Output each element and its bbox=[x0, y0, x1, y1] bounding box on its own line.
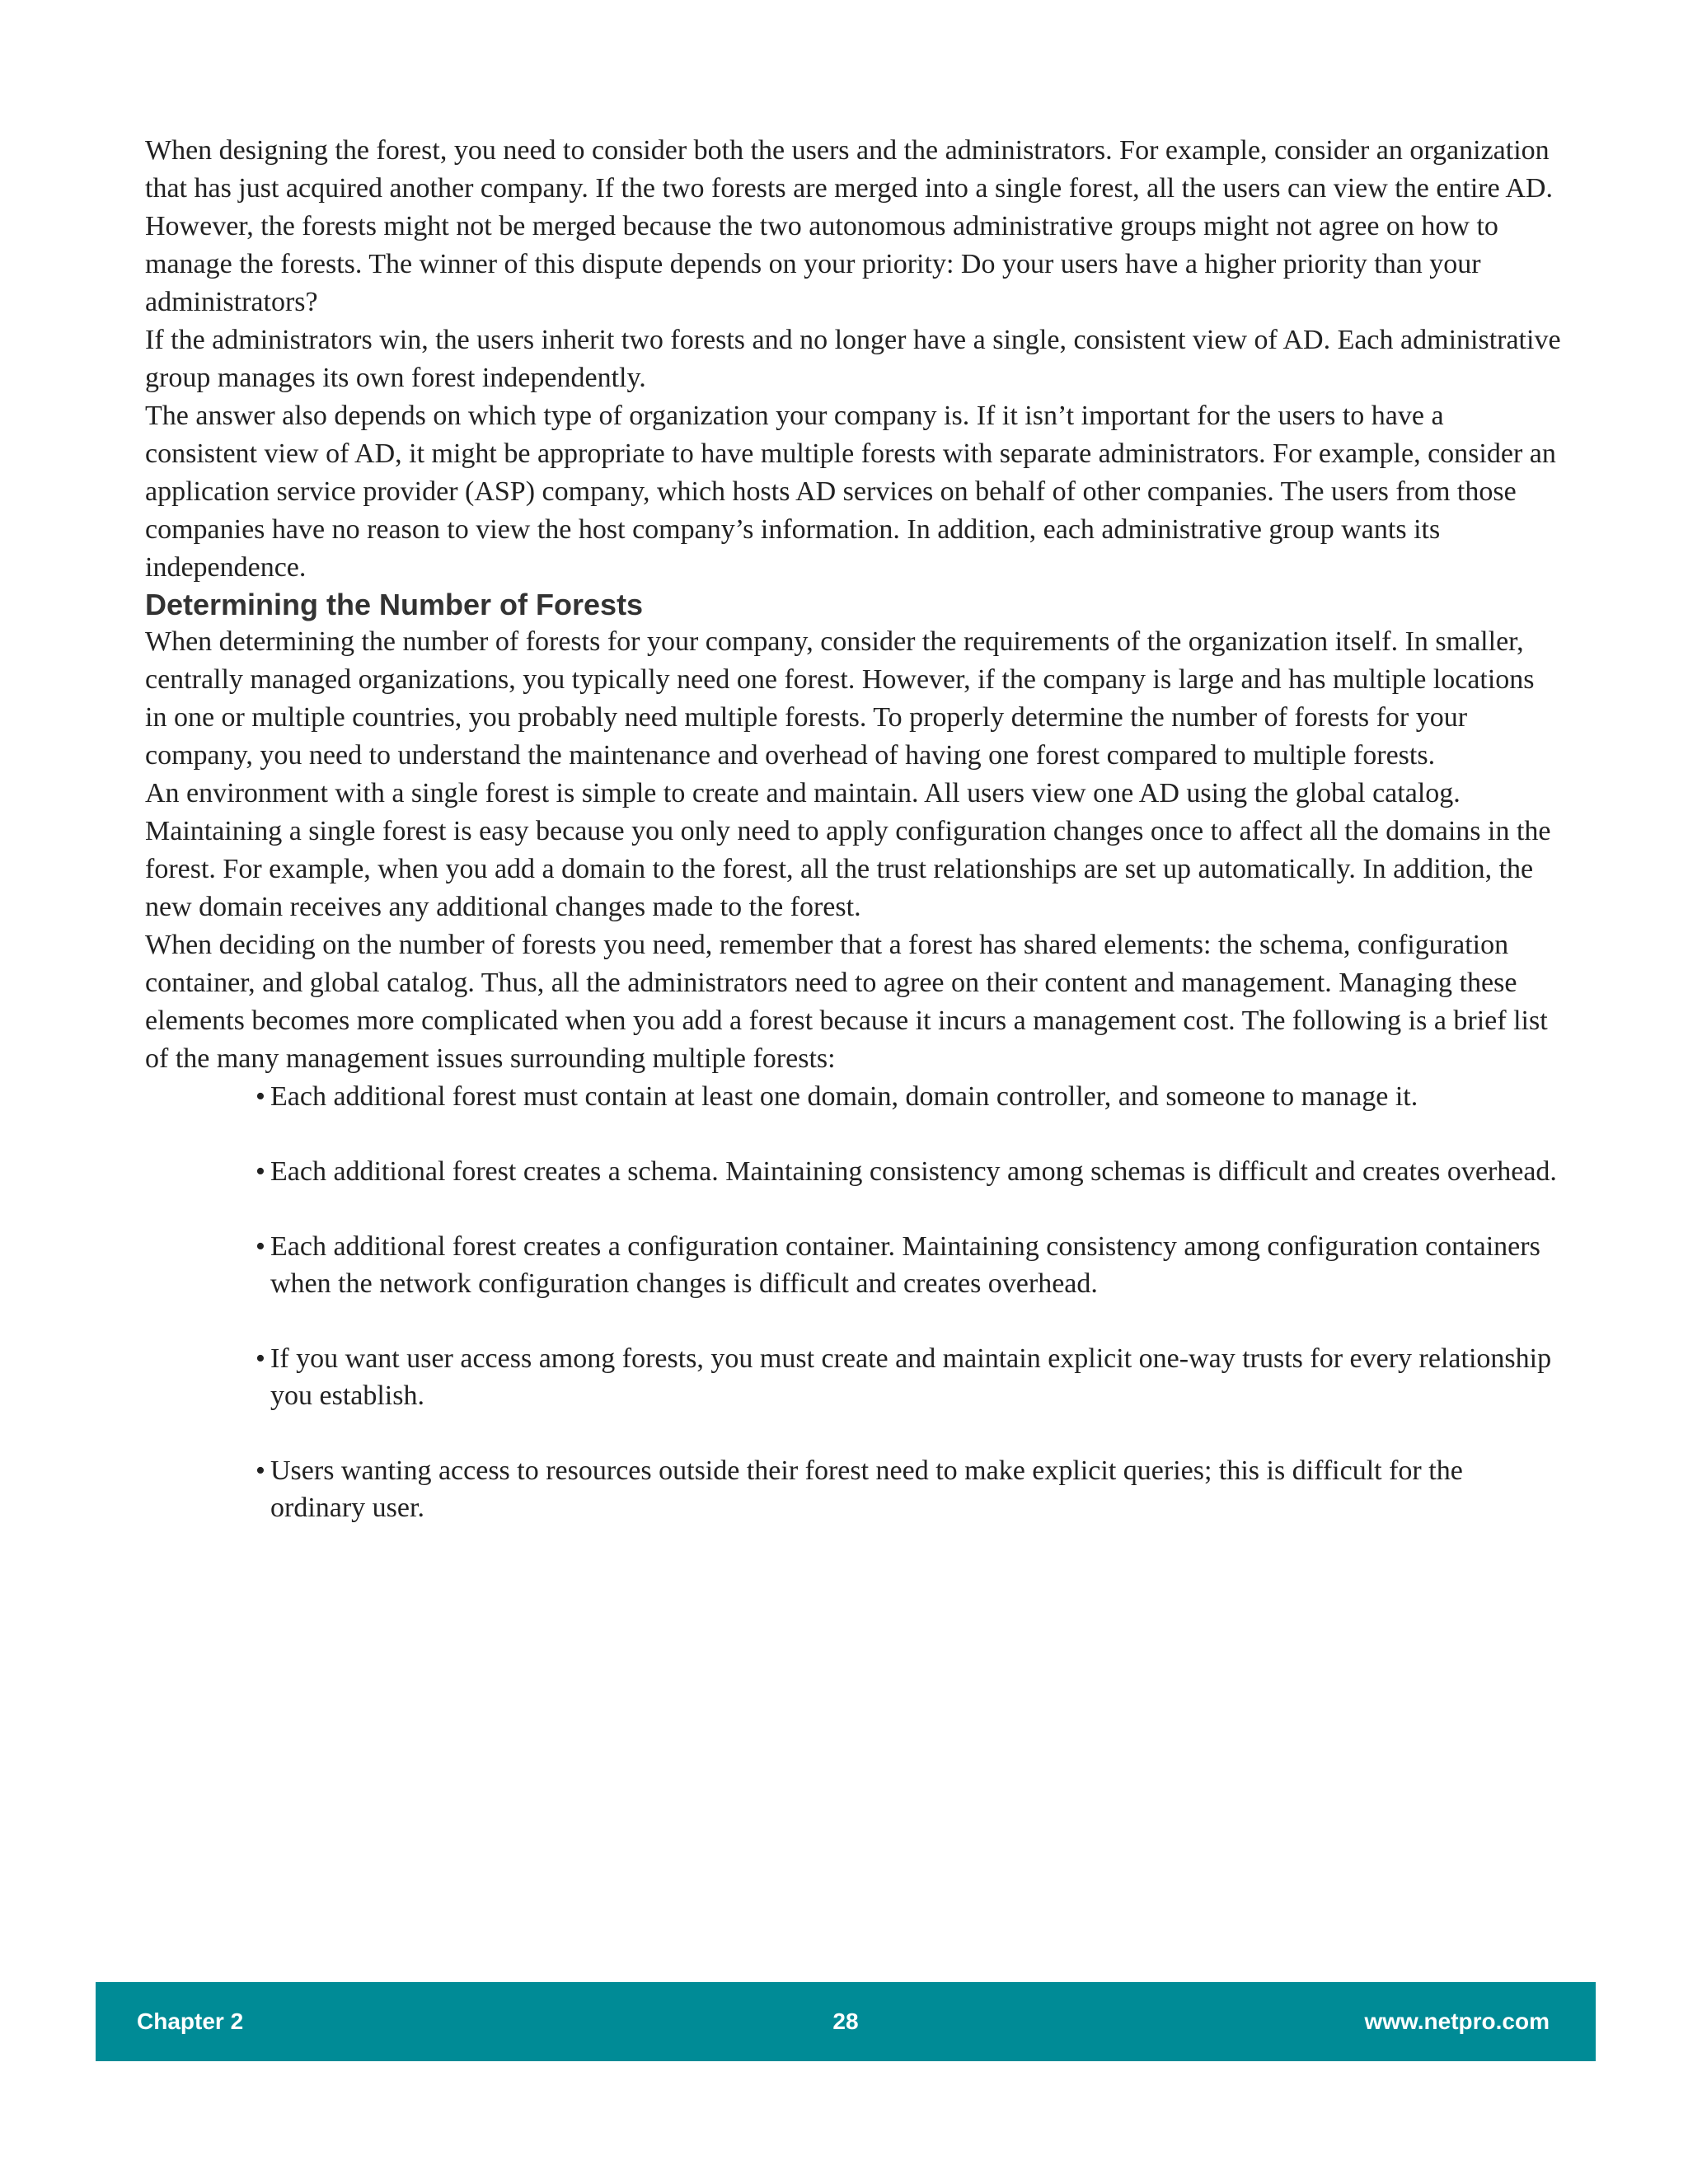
section-heading: Determining the Number of Forests bbox=[145, 588, 644, 621]
bullet-icon: • bbox=[256, 1081, 265, 1112]
list-item bbox=[237, 1078, 1563, 1115]
list-item-text: Users wanting access to resources outside their forest need to make explicit queries; this is difficult for the ordinary user. bbox=[270, 1455, 1463, 1523]
list-item-text: Each additional forest must contain at least one domain, domain controller, and someone to manage it. bbox=[270, 1081, 1418, 1112]
list-item bbox=[237, 1228, 1563, 1302]
bullet-icon: • bbox=[256, 1156, 265, 1187]
footer-website-link[interactable]: www.netpro.com bbox=[1364, 2008, 1550, 2034]
paragraph: An environment with a single forest is simple to create and maintain. All users view one AD using the global catalog. Maintaining a single forest is easy because you only need to apply configuration changes once to affect all the domains in the forest. For example, when you add a domain to the forest, all the trust relationships are set up automatically. In addition, the new domain receives any additional changes made to the forest. bbox=[145, 778, 1551, 922]
list-item bbox=[237, 1153, 1563, 1190]
page-content bbox=[145, 132, 1563, 1564]
list-item bbox=[237, 1340, 1563, 1414]
paragraph: The answer also depends on which type of organization your company is. If it isn’t important for the users to have a consistent view of AD, it might be appropriate to have multiple forests with separate administrators. For example, consider an application service provider (ASP) company, which hosts AD services on behalf of other companies. The users from those companies have no reason to view the host company’s information. In addition, each administrative group wants its independence. bbox=[145, 401, 1556, 583]
page-footer bbox=[96, 1982, 1596, 2061]
list-item-text: Each additional forest creates a configuration container. Maintaining consistency among configuration containers when the network configuration changes is difficult and creates overhead. bbox=[270, 1231, 1540, 1299]
paragraph: When deciding on the number of forests you need, remember that a forest has shared elements: the schema, configuration container, and global catalog. Thus, all the administrators need to agree on their content and management. Managing these elements becomes more complicated when you add a forest because it incurs a management cost. The following is a brief list of the many management issues surrounding multiple forests: bbox=[145, 930, 1548, 1074]
footer-page-number: 28 bbox=[832, 2008, 859, 2034]
list-item bbox=[237, 1452, 1563, 1526]
paragraph: If the administrators win, the users inherit two forests and no longer have a single, consistent view of AD. Each administrative group manages its own forest independently. bbox=[145, 325, 1561, 393]
bullet-icon: • bbox=[256, 1455, 265, 1486]
bullet-icon: • bbox=[256, 1343, 265, 1374]
bullet-list bbox=[145, 1078, 1563, 1526]
list-item-text: Each additional forest creates a schema. Maintaining consistency among schemas is difficult and creates overhead. bbox=[270, 1156, 1557, 1187]
list-item-text: If you want user access among forests, you must create and maintain explicit one-way trusts for every relationship you establish. bbox=[270, 1343, 1552, 1411]
paragraph: When determining the number of forests for your company, consider the requirements of the organization itself. In smaller, centrally managed organizations, you typically need one forest. However, if the company is large and has multiple locations in one or multiple countries, you probably need multiple forests. To properly determine the number of forests for your company, you need to understand the maintenance and overhead of having one forest compared to multiple forests. bbox=[145, 626, 1535, 771]
footer-chapter: Chapter 2 bbox=[137, 2008, 244, 2034]
paragraph: When designing the forest, you need to consider both the users and the administrators. For example, consider an organization that has just acquired another company. If the two forests are merged into a single forest, all the users can view the entire AD. However, the forests might not be merged because the two autonomous administrative groups might not agree on how to manage the forests. The winner of this dispute depends on your priority: Do your users have a higher priority than your administrators? bbox=[145, 135, 1553, 317]
bullet-icon: • bbox=[256, 1231, 265, 1262]
